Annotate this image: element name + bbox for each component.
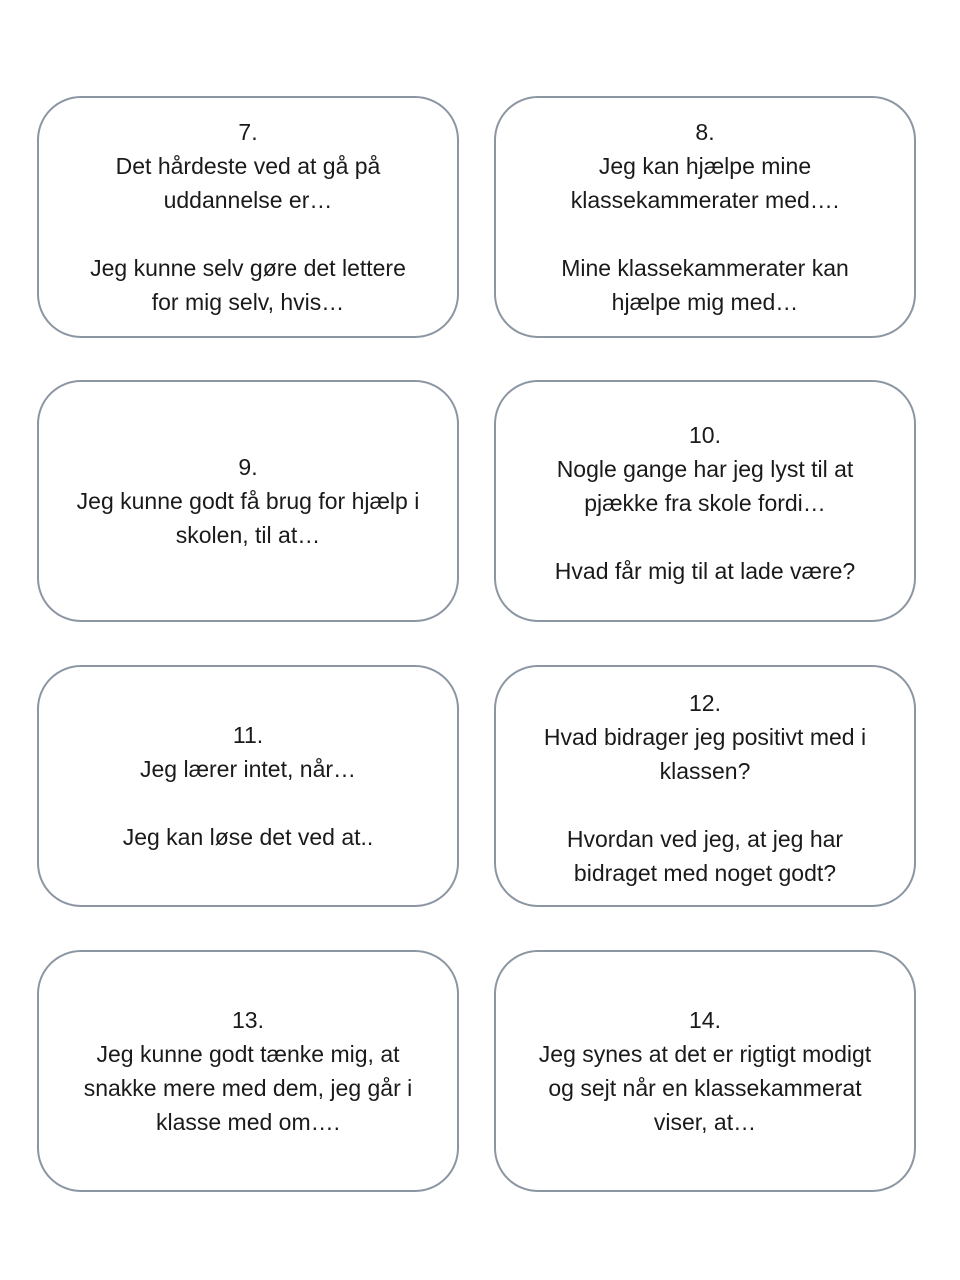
card-followup-line: Jeg kunne selv gøre det lettere [90,255,406,281]
card-prompt-line: Nogle gange har jeg lyst til at [556,456,854,482]
question-card-13 [37,950,459,1192]
card-number: 13. [232,1007,264,1033]
card-followup-line: Hvordan ved jeg, at jeg har [566,826,844,852]
question-card-10 [494,380,916,622]
card-number: 12. [689,690,721,716]
card-number: 7. [238,119,258,145]
card-followup-line: hjælpe mig med… [611,289,799,315]
card-prompt-line: skolen, til at… [175,522,321,548]
question-card-9 [37,380,459,622]
question-card-7 [37,96,459,338]
card-followup-line: Mine klassekammerater kan [561,255,849,281]
card-number: 10. [689,422,721,448]
card-followup-line: bidraget med noget godt? [573,860,837,886]
card-prompt-line: Jeg kunne godt få brug for hjælp i [76,488,420,514]
card-prompt-line: snakke mere med dem, jeg går i [83,1075,413,1101]
spacer [51,786,445,820]
card-prompt-line: Jeg kunne godt tænke mig, at [96,1041,400,1067]
card-followup-line: Hvad får mig til at lade være? [554,558,856,584]
card-prompt-line: klassen? [659,758,751,784]
card-prompt-line: pjække fra skole fordi… [584,490,826,516]
card-text [496,682,914,890]
card-prompt-line: viser, at… [653,1109,757,1135]
card-number: 14. [689,1007,721,1033]
question-card-12 [494,665,916,907]
card-text [39,718,457,854]
card-prompt-line: Jeg synes at det er rigtigt modigt [538,1041,872,1067]
spacer [508,788,902,822]
question-card-14 [494,950,916,1192]
card-prompt-line: og sejt når en klassekammerat [548,1075,862,1101]
card-text [496,1003,914,1139]
card-prompt-line: klasse med om…. [155,1109,341,1135]
card-number: 11. [232,722,264,748]
card-prompt-line: Hvad bidrager jeg positivt med i [543,724,867,750]
card-prompt-line: Jeg lærer intet, når… [139,756,357,782]
question-card-11 [37,665,459,907]
card-number: 9. [238,454,258,480]
card-text [39,115,457,319]
card-text [39,450,457,552]
card-prompt-line: Det hårdeste ved at gå på [115,153,381,179]
card-followup-line: for mig selv, hvis… [151,289,345,315]
spacer [508,217,902,251]
spacer [508,520,902,554]
card-text [496,115,914,319]
card-text [496,414,914,588]
card-number: 8. [695,119,715,145]
card-prompt-line: klassekammerater med…. [570,187,840,213]
card-followup-line: Jeg kan løse det ved at.. [122,824,374,850]
spacer [51,217,445,251]
card-prompt-line: Jeg kan hjælpe mine [598,153,812,179]
card-text [39,1003,457,1139]
card-prompt-line: uddannelse er… [163,187,333,213]
question-card-8 [494,96,916,338]
